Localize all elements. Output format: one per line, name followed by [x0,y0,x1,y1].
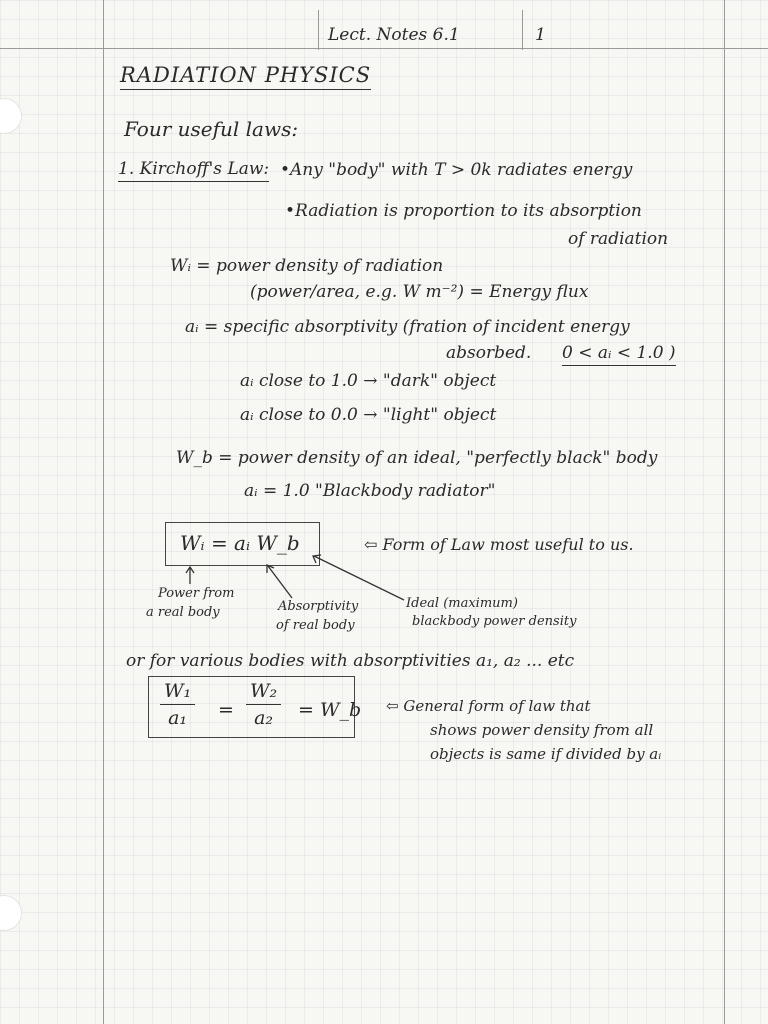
page-title: RADIATION PHYSICS [120,64,371,90]
annotation-power-line2: a real body [146,605,220,620]
fraction-a1: a₁ [168,707,188,729]
general-law-note-line1: ⇦ General form of law that [386,697,591,715]
law1-bullet2-line1: •Radiation is proportion to its absorption [285,201,642,221]
general-law-note-line3: objects is same if divided by aᵢ [430,745,662,763]
annotation-absorp-line1: Absorptivity [278,599,359,614]
header-title: Lect. Notes 6.1 [328,25,460,45]
fraction-w2: W₂ [246,680,281,705]
annotation-absorp-line2: of real body [276,618,355,633]
fraction-w1: W₁ [160,680,195,705]
intro-text: Four useful laws: [124,117,299,141]
general-law-wb: = W_b [298,699,362,721]
boxed-law-equation: Wᵢ = aᵢ W_b [180,531,300,555]
various-bodies-text: or for various bodies with absorptivities a₁, a₂ ... etc [126,651,575,671]
annotation-ideal-line1: Ideal (maximum) [406,596,518,611]
boxed-law-note: ⇦ Form of Law most useful to us. [364,535,634,554]
def-wb-line2: aᵢ = 1.0 "Blackbody radiator" [244,481,496,501]
fraction-a2: a₂ [254,707,274,729]
header-page-number: 1 [535,25,546,45]
def-wb-line1: W_b = power density of an ideal, "perfectly black" body [176,448,658,468]
law1-label: 1. Kirchoff's Law: [118,160,269,182]
fraction-w1-a1 [160,680,195,729]
law1-bullet2-line2: of radiation [568,229,669,249]
def-ai-line2: absorbed. [446,343,532,363]
def-wi-line2: (power/area, e.g. W m⁻²) = Energy flux [250,282,589,302]
general-law-equals-1: = [218,699,234,721]
def-ai-dark: aᵢ close to 1.0 → "dark" object [240,371,497,391]
def-ai-line1: aᵢ = specific absorptivity (fration of incident energy [185,317,630,337]
def-wi-line1: Wᵢ = power density of radiation [170,256,444,276]
fraction-w2-a2 [246,680,281,729]
def-ai-light: aᵢ close to 0.0 → "light" object [240,405,497,425]
def-ai-range: 0 < aᵢ < 1.0 ) [562,344,676,366]
law1-bullet1: •Any "body" with T > 0k radiates energy [280,160,633,180]
annotation-ideal-line2: blackbody power density [412,614,577,629]
annotation-power-line1: Power from [158,586,235,601]
general-law-note-line2: shows power density from all [430,721,654,739]
